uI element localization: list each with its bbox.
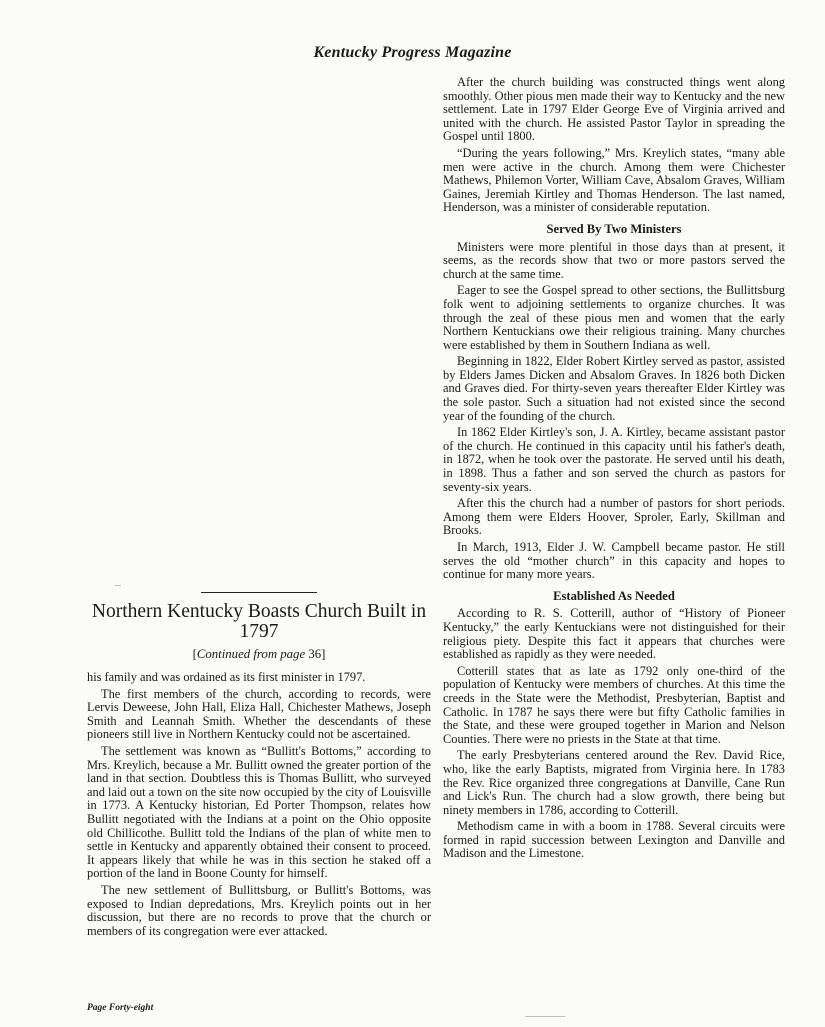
paragraph: The settlement was known as “Bullitt's Bottoms,” according to Mrs. Kreylich, because a Mr. Bullitt owned the greater portion of the land in that section. Doubtless this is Thomas Bullitt, who surveyed and laid out a town on the site now occupied by the city of Louisville in 1773. A Kentucky historian, Ed Porter Thompson, relates how Bullitt negotiated with the Indians at a point on the Ohio opposite old Chillicothe. Bullitt told the Indians of the plan of white men to settle in Kentucky and apparently obtained their consent to proceed. It appears likely that while he was in this section he staked off a portion of the land in Boone County for himself. xyxy=(87,743,431,881)
paragraph: After the church building was constructed things went along smoothly. Other pious men made their way to Kentucky and the new settlement. Late in 1797 Elder George Eve of Virginia arrived and united with the church. He assisted Pastor Taylor in spreading the Gospel until 1800. xyxy=(443,75,785,144)
title-divider xyxy=(201,592,317,593)
paragraph: After this the church had a number of pastors for short periods. Among them were Elders Hoover, Sproler, Early, Skillman and Brooks. xyxy=(443,496,785,538)
paragraph: Cotterill states that as late as 1792 only one-third of the population of Kentucky were members of churches. At this time the creeds in the State were the Methodist, Presbyterian, Baptist and Catholic. In 1787 he says there were but fifty Catholic families in the State, and these were grouped together in Marion and Nelson Counties. There were no priests in the State at that time. xyxy=(443,663,785,746)
left-column xyxy=(87,671,431,941)
paragraph: According to R. S. Cotterill, author of “History of Pioneer Kentucky,” the early Kentuckians were not distinguished for their religious piety. Despite this fact it appears that churches were established as rapidly as they were needed. xyxy=(443,606,785,662)
article-title-block xyxy=(87,592,431,662)
paragraph: his family and was ordained as its first minister in 1797. xyxy=(87,670,366,684)
paragraph: “During the years following,” Mrs. Kreylich states, “many able men were active in the church. Among them were Chichester Mathews, Philemon Vorter, William Cave, Absalom Graves, William Gaines, Jeremiah Kirtley and Thomas Henderson. The last named, Henderson, was a minister of considerable reputation. xyxy=(443,145,785,215)
paragraph: The first members of the church, according to records, were Lervis Deweese, John Hall, Eliza Hall, Chichester Mathews, Joseph Smith and Leannah Smith. Whether the descendants of these pioneers still live in Northern Kentucky could not be ascertained. xyxy=(87,686,431,742)
section-heading: Established As Needed xyxy=(553,588,675,603)
page-number: Page Forty-eight xyxy=(87,1003,154,1013)
paragraph: In 1862 Elder Kirtley's son, J. A. Kirtley, became assistant pastor of the church. He continued in this capacity until his father's death, in 1872, when he took over the pastorate. He served until his death, in 1898. Thus a father and son served the church as pastors for seventy-six years. xyxy=(443,425,785,494)
paragraph: The new settlement of Bullittsburg, or Bullitt's Bottoms, was exposed to Indian depredations, Mrs. Kreylich points out in her discussion, but there are no records to prove that the church or members of its congregation were ever attacked. xyxy=(87,882,431,938)
continued-label: Continued from page xyxy=(196,647,306,661)
continued-note: [Continued from page 36] xyxy=(192,647,326,661)
magazine-header: Kentucky Progress Magazine xyxy=(313,44,512,61)
article-title: Northern Kentucky Boasts Church Built in 1797 xyxy=(91,601,427,642)
continued-page: 36 xyxy=(308,647,322,661)
scan-mark xyxy=(525,1016,565,1017)
paragraph: In March, 1913, Elder J. W. Campbell became pastor. He still serves the old “mother church” in this capacity and hopes to continue for many more years. xyxy=(443,540,785,582)
paragraph: The early Presbyterians centered around the Rev. David Rice, who, like the early Baptists, migrated from Virginia here. In 1783 the Rev. Rice organized three congregations at Danville, Cane Run and Lick's Run. The church had a slow growth, there being but ninety members in 1786, according to Cotterill. xyxy=(443,748,785,817)
section-heading: Served By Two Ministers xyxy=(546,221,682,236)
paragraph: Beginning in 1822, Elder Robert Kirtley served as pastor, assisted by Elders James Dicken and Absalom Graves. In 1826 both Dicken and Graves died. For thirty-seven years thereafter Elder Kirtley was the sole pastor. Such a situation had not existed since the second year of the founding of the church. xyxy=(443,354,785,423)
paragraph: Eager to see the Gospel spread to other sections, the Bullittsburg folk went to adjoining settlements to organize churches. It was through the zeal of these pious men and women that the early Northern Kentuckians owe their religious training. Many churches were established by them in Southern Indiana as well. xyxy=(443,283,785,352)
paragraph: Ministers were more plentiful in those days than at present, it seems, as the records show that two or more pastors served the church at the same time. xyxy=(443,239,785,281)
paragraph: Methodism came in with a boom in 1788. Several circuits were formed in rapid succession between Lexington and Danville and Madison and the Limestone. xyxy=(443,819,785,861)
scan-mark xyxy=(115,585,121,586)
right-column xyxy=(443,76,785,864)
